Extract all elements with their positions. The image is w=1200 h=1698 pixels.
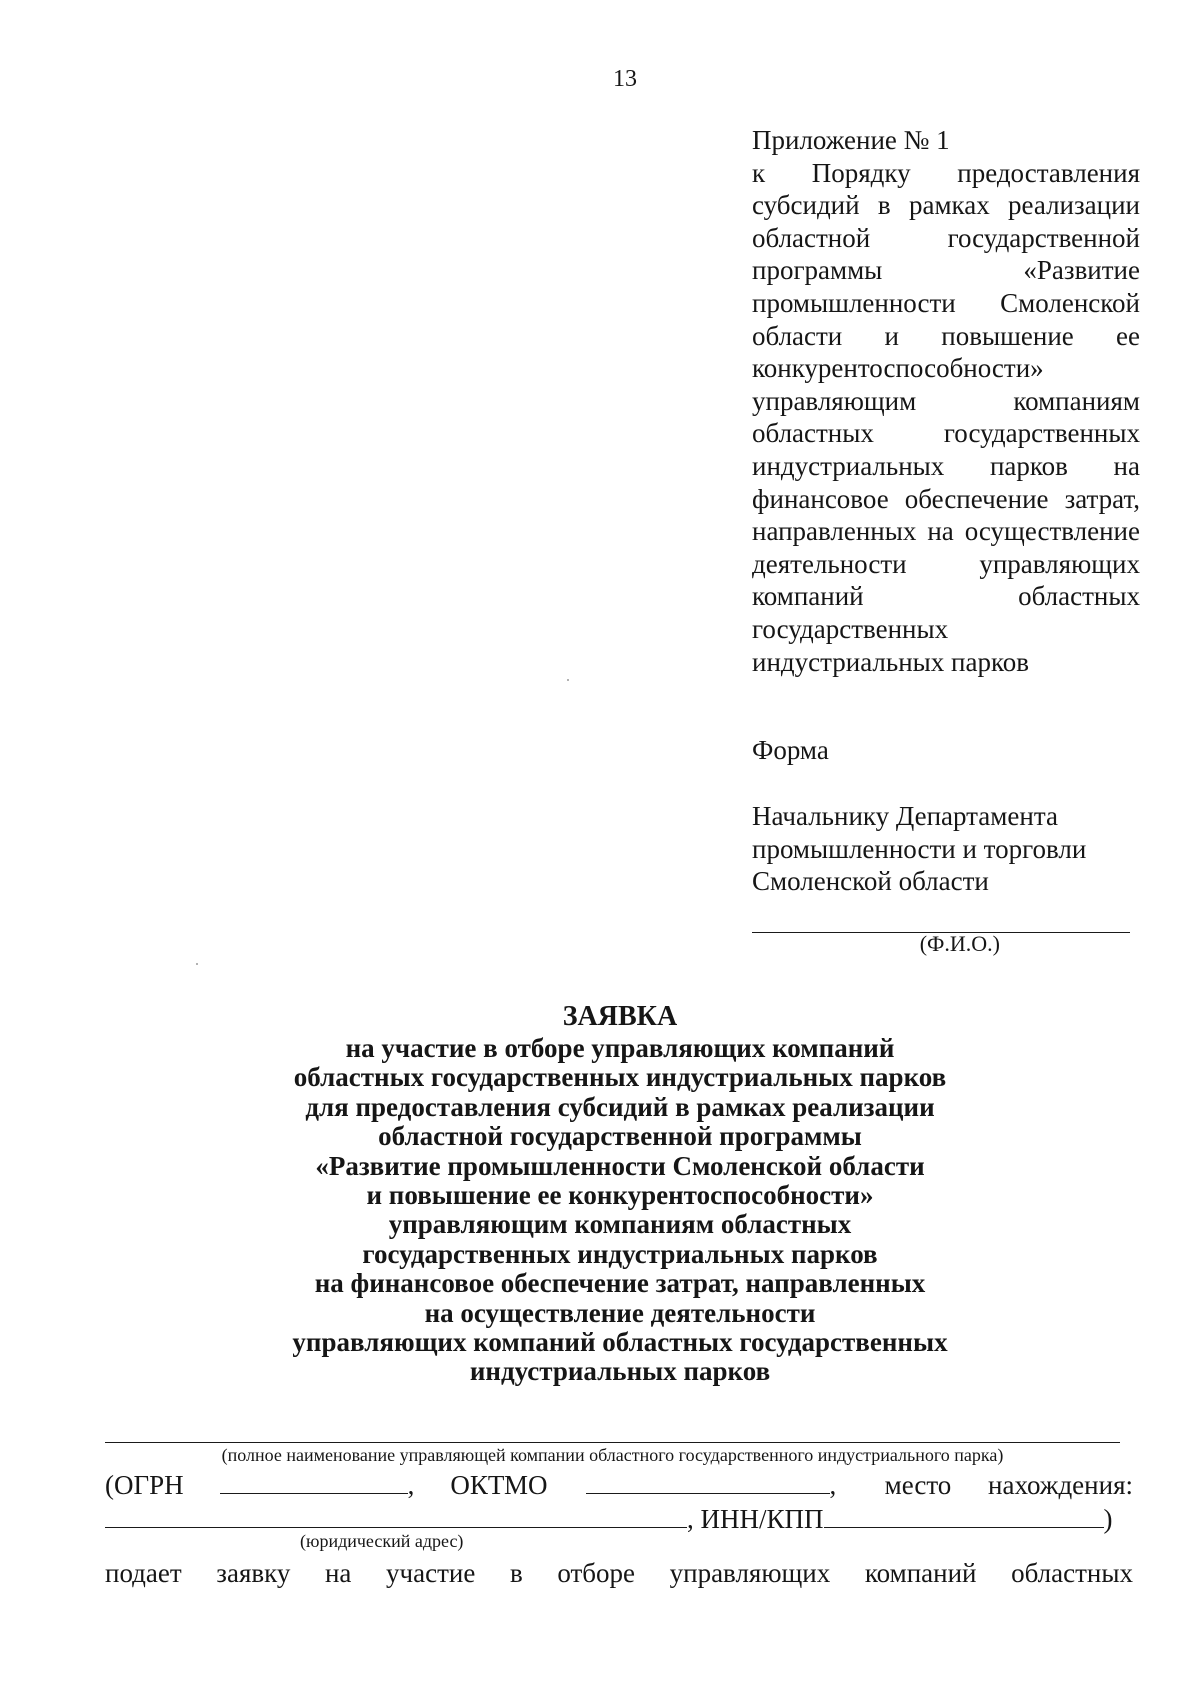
company-name-blank-line [105, 1442, 1120, 1443]
company-name-caption: (полное наименование управляющей компании областного государственного индустриального парка) [221, 1445, 1004, 1465]
legal-address-caption: (юридический адрес) [300, 1531, 464, 1551]
ogrn-comma: , [407, 1470, 415, 1500]
inn-kpp-blank [824, 1503, 1104, 1528]
inn-kpp-label: , ИНН/КПП [687, 1504, 824, 1534]
closing-paren: ) [1103, 1504, 1113, 1534]
addressee-line-3: Смоленской области [752, 866, 989, 897]
application-title-line: «Развитие промышленности Смоленской области [315, 1150, 925, 1181]
fio-caption-text: (Ф.И.О.) [919, 931, 1000, 956]
appendix-text: к Порядку предоставления субсидий в рамках реализации областной государственной программы «Развитие промышленности Смоленской области и повышение ее конкурентоспособности» управляющим компаниям областных государственных индустриальных парков на финансовое обеспечение затрат, направленных на осуществление деятельности управляющих компаний областных государственных [752, 157, 1140, 644]
appendix-title: Приложение № 1 [752, 125, 950, 155]
application-title-line: областных государственных индустриальных парков [293, 1062, 947, 1093]
oktmo-blank [586, 1469, 830, 1494]
application-title-line: на участие в отборе управляющих компаний [345, 1033, 895, 1063]
location-label: место нахождения: [884, 1470, 1133, 1500]
application-title-line: управляющим компаниям областных [388, 1209, 852, 1240]
application-title-line: индустриальных парков [469, 1356, 771, 1387]
application-title-line: областной государственной программы [378, 1121, 862, 1152]
addressee-block [752, 800, 1172, 898]
oktmo-label: ОКТМО [450, 1470, 548, 1500]
page-number: 13 [613, 66, 637, 92]
ogrn-label: (ОГРН [105, 1470, 184, 1500]
form-label: Форма [752, 735, 829, 765]
scan-speck [196, 963, 198, 965]
application-title-line: государственных индустриальных парков [362, 1238, 878, 1269]
application-title-line: на осуществление деятельности [424, 1297, 816, 1328]
fio-caption [752, 930, 1130, 958]
appendix-block [752, 124, 1140, 678]
address-fields-row [105, 1502, 1133, 1536]
ogrn-blank [220, 1469, 408, 1494]
application-title-line: для предоставления субсидий в рамках реализации [305, 1091, 935, 1122]
oktmo-comma: , [829, 1470, 837, 1500]
application-title [260, 1000, 980, 1387]
addressee-line-2: промышленности и торговли [752, 833, 1087, 864]
application-heading: ЗАЯВКА [562, 1001, 678, 1032]
legal-address-blank [105, 1503, 687, 1528]
application-title-line: и повышение ее конкурентоспособности» [366, 1180, 874, 1211]
registration-fields-row [105, 1468, 1133, 1502]
scan-speck [567, 679, 569, 681]
application-title-line: управляющих компаний областных государственных [292, 1327, 948, 1358]
application-title-line: на финансовое обеспечение затрат, направленных [314, 1268, 926, 1299]
application-body-text: подает заявку на участие в отборе управляющих компаний областных [105, 1558, 1133, 1588]
addressee-line-1: Начальнику Департамента [752, 801, 1058, 831]
appendix-text-last-line: индустриальных парков [752, 646, 1029, 677]
